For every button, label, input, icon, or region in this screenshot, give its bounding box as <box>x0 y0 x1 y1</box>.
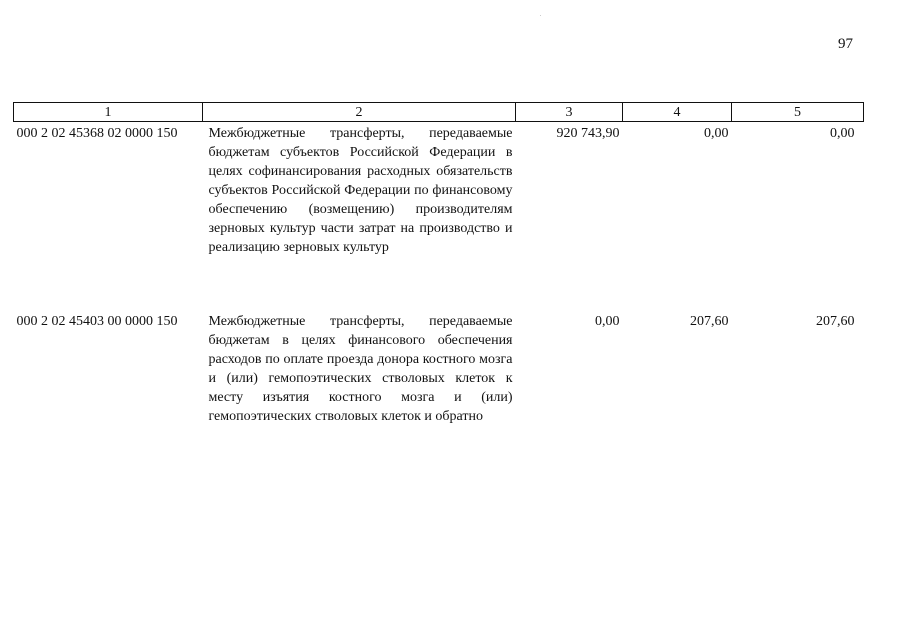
description-cell: Межбюджетные трансферты, передаваемые бюджетам в целях финансового обеспечения расходов по оплате проезда донора костного мозга и (или) гемопоэтических стволовых клеток к месту изъятия костного мозга и (или) гемопоэтических стволовых клеток и обратно <box>208 314 513 424</box>
amount-col4-cell: 207,60 <box>690 314 729 329</box>
page-number: 97 <box>838 36 853 52</box>
column-header-2: 2 <box>203 103 516 122</box>
column-header-5: 5 <box>732 103 864 122</box>
amount-col5-cell: 207,60 <box>816 314 855 329</box>
table-row <box>14 122 864 311</box>
table-row <box>14 310 864 442</box>
amount-col5-cell: 0,00 <box>830 126 855 141</box>
column-header-4: 4 <box>623 103 732 122</box>
amount-col4-cell: 0,00 <box>704 126 729 141</box>
scan-dot <box>540 15 541 16</box>
amount-col3-cell: 0,00 <box>595 314 620 329</box>
description-cell: Межбюджетные трансферты, передаваемые бюджетам субъектов Российской Федерации в целях софинансирования расходных обязательств субъектов Российской Федерации по финансовому обеспечению (возмещению) производителям зерновых культур части затрат на производство и реализацию зерновых культур <box>208 126 513 255</box>
amount-col3-cell: 920 743,90 <box>556 126 620 141</box>
table-header-row <box>14 103 864 122</box>
column-header-1: 1 <box>14 103 203 122</box>
column-header-3: 3 <box>516 103 623 122</box>
budget-code-cell: 000 2 02 45403 00 0000 150 <box>16 314 178 329</box>
budget-code-cell: 000 2 02 45368 02 0000 150 <box>16 126 178 141</box>
budget-table <box>13 102 864 442</box>
